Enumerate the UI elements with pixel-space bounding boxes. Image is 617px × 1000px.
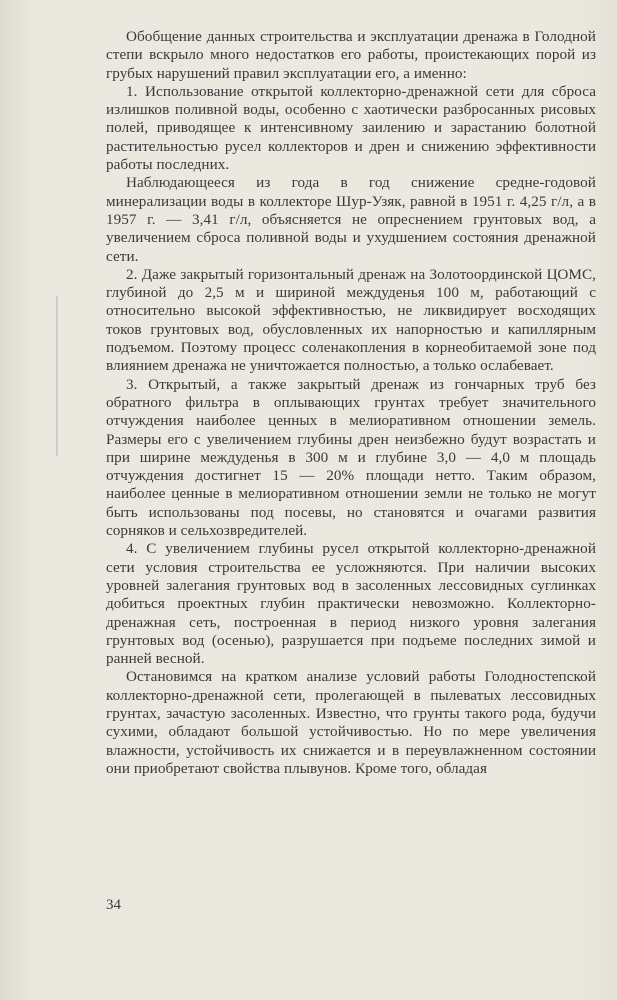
paragraph-item-3: 3. Открытый, а также закрытый дренаж из гончарных труб без обратного фильтра в оплывающих грунтах требует значительного отчуждения наиболее ценных в мелиоративном отношении земель. Размеры его с увеличением глубины дрен неизбежно будут возрастать и при ширине междуденья в 300 м и глубине 3,0 — 4,0 м площадь отчуждения достигнет 15 — 20% площади нетто. Таким образом, наиболее ценные в мелиоративном отношении земли не только не могут быть использованы под посевы, но становятся и очагами развития сорняков и сельхозвредителей. (106, 375, 596, 540)
margin-pencil-mark (56, 296, 58, 456)
paragraph-item-2: 2. Даже закрытый горизонтальный дренаж на Золотоординской ЦОМС, глубиной до 2,5 м и шириной междуденья 100 м, работающий с относительно высокой эффективностью, не ликвидирует восходящих токов грунтовых вод, обусловленных их напорностью и капиллярным подъемом. Поэтому процесс соленакопления в корнеобитаемой зоне под влиянием дренажа не уничтожается полностью, а только ослабевает. (106, 265, 596, 375)
paragraph-intro: Обобщение данных строительства и эксплуатации дренажа в Голодной степи вскрыло много недостатков его работы, проистекающих порой из грубых нарушений правил эксплуатации его, а именно: (106, 28, 596, 82)
body-text (106, 28, 596, 778)
page-number: 34 (106, 897, 121, 913)
paragraph-item-1: 1. Использование открытой коллекторно-дренажной сети для сброса излишков поливной воды, особенно с хаотически разбросанных рисовых полей, приводящее к интенсивному заилению и зарастанию болотной растительностью русел коллекторов и дрен и снижению эффективности работы последних. (106, 82, 596, 174)
paragraph-mineralization: Наблюдающееся из года в год снижение средне-годовой минерализации воды в коллекторе Шур-Узяк, равной в 1951 г. 4,25 г/л, а в 1957 г. — 3,41 г/л, объясняется не опреснением грунтовых вод, а увеличением сброса поливной воды и ухудшением состояния дренажной сети. (106, 174, 596, 265)
paragraph-analysis: Остановимся на кратком анализе условий работы Голодностепской коллекторно-дренажной сети, пролегающей в пылеватых лессовидных грунтах, зачастую засоленных. Известно, что грунты такого рода, будучи сухими, обладают большой устойчивостью. Но по мере увеличения влажности, устойчивость их снижается и в переувлажненном состоянии они приобретают свойства плывунов. Кроме того, обладая (106, 668, 596, 777)
paragraph-item-4: 4. С увеличением глубины русел открытой коллекторно-дренажной сети условия строительства ее усложняются. При наличии высоких уровней залегания грунтовых вод в засоленных лессовидных суглинках добиться проектных глубин практически невозможно. Коллекторно-дренажная сеть, построенная в период низкого уровня залегания грунтовых вод (осенью), разрушается при подъеме последних зимой и ранней весной. (106, 540, 596, 668)
